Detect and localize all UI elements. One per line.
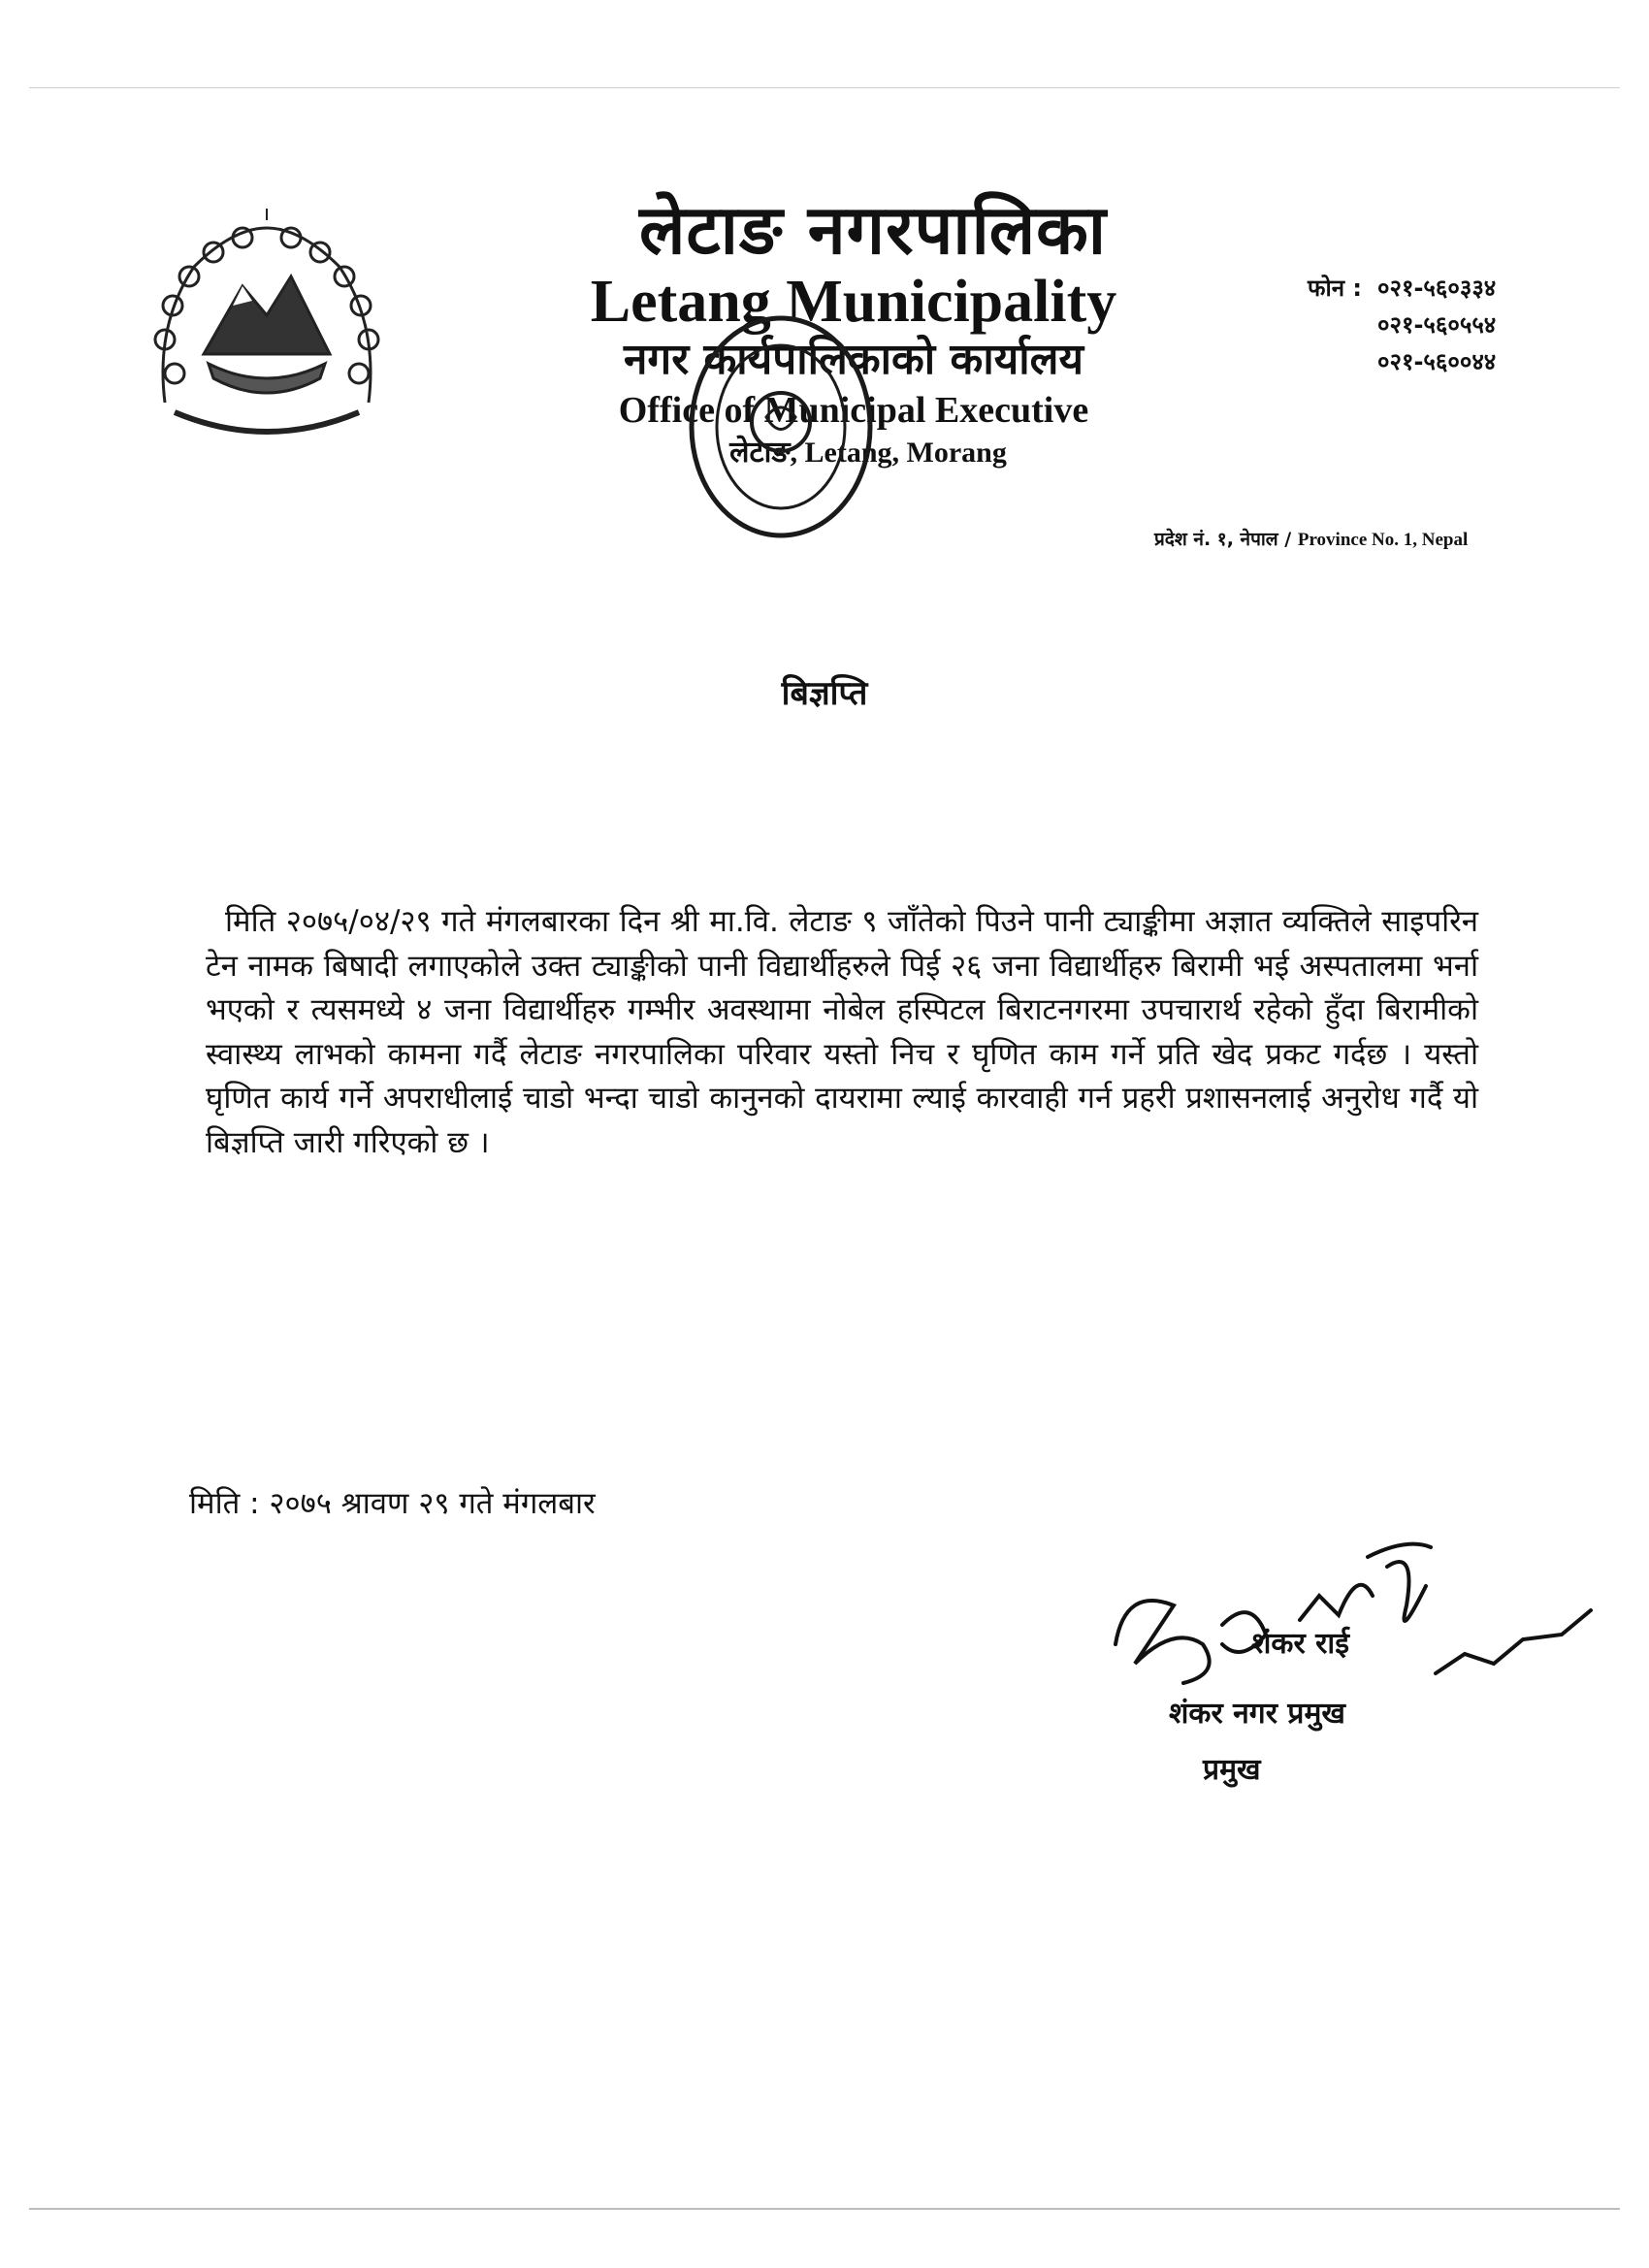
phone-number: ०२१-५६०३३४ [1377,275,1497,302]
signatory-title-line: शंकर नगर प्रमुख [1169,1697,1345,1731]
province-english: Province No. 1, Nepal [1297,530,1469,550]
phone-block [1271,270,1581,380]
top-divider [29,87,1620,88]
notice-date: मिति : २०७५ श्रावण २९ गते मंगलबार [189,1486,596,1521]
official-stamp-icon [679,306,883,548]
signatory-title-line: प्रमुख [1203,1753,1261,1787]
bottom-divider [29,2208,1620,2210]
notice-body: मिति २०७५/०४/२९ गते मंगलबारका दिन श्री मा.वि. लेटाङ ९ जाँतेको पिउने पानी ट्याङ्कीमा अज्ञात व्यक्तिले साइपरिन टेन नामक बिषादी लगाएकोले उक्त ट्याङ्कीको पानी विद्यार्थीहरुले पिई २६ जना विद्यार्थीहरु बिरामी भई अस्पतालमा भर्ना भएको र त्यसमध्ये ४ जना विद्यार्थीहरु गम्भीर अवस्थामा नोबेल हस्पिटल बिराटनगरमा उपचारार्थ रहेको हुँदा बिरामीको स्वास्थ्य लाभको कामना गर्दै लेटाङ नगरपालिका परिवार यस्तो निच र घृणित काम गर्ने प्रति खेद प्रकट गर्दछ । यस्तो घृणित कार्य गर्ने अपराधीलाई चाडो भन्दा चाडो कानुनको दायरामा ल्याई कारवाही गर्न प्रहरी प्रशासनलाई अनुरोध गर्दै यो बिज्ञप्ति जारी गरिएको छ । [206,904,1478,1160]
phone-label: फोन : [1308,275,1362,302]
province-nepali: प्रदेश नं. १, नेपाल [1154,529,1278,550]
municipality-name-english: Letang Municipality [590,269,1117,335]
office-name-english: Office of Municipal Executive [618,390,1089,431]
phone-number: ०२१-५६०५५४ [1377,311,1497,339]
office-name-nepali: नगर कार्यपालिकाको कार्यालय [624,335,1083,384]
handwritten-signature-icon [1096,1528,1600,1712]
municipality-name-nepali: लेटाङ नगरपालिका [638,190,1108,270]
notice-title: बिज्ञप्ति [781,674,868,713]
signatory-title [1169,1686,1345,1798]
signatory-name: शंकर राई [1251,1627,1349,1661]
province-line: प्रदेश नं. १, नेपाल / Province No. 1, Nepal [1154,529,1469,550]
phone-number: ०२१-५६००४४ [1377,348,1497,375]
office-address: लेटाङ, Letang, Morang [729,437,1007,469]
nepal-emblem-icon [136,209,398,451]
